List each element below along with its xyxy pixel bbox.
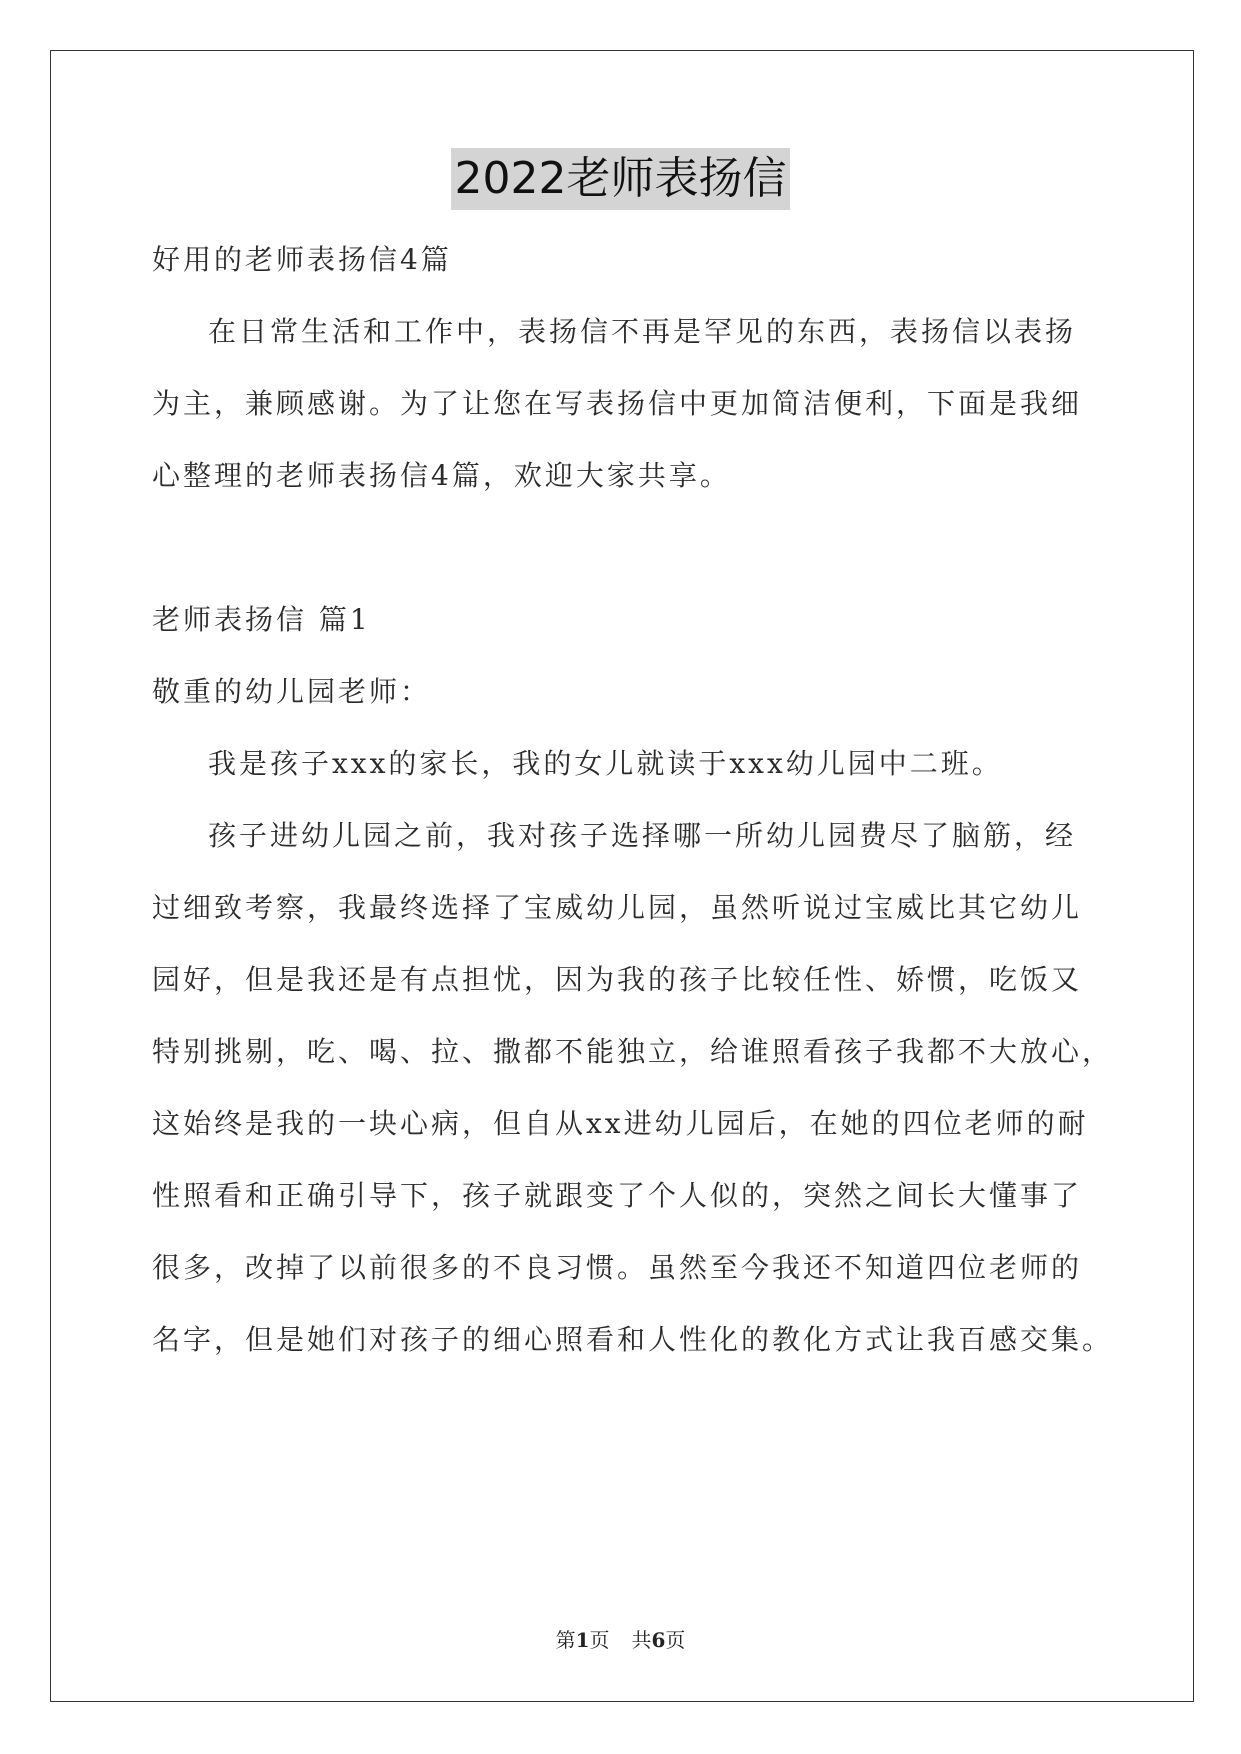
page-current: 1 [575, 1628, 590, 1652]
document-title: 2022老师表扬信 [451, 148, 791, 210]
para2-line-3: 园好，但是我还是有点担忧，因为我的孩子比较任性、娇惯，吃饭又 [152, 963, 1083, 996]
total-prefix: 共 [631, 1628, 652, 1652]
page-suffix: 页 [589, 1628, 610, 1652]
para2-line-5: 这始终是我的一块心病，但自从xx进幼儿园后，在她的四位老师的耐 [152, 1107, 1089, 1140]
para2-line-4: 特别挑剔，吃、喝、拉、撒都不能独立，给谁照看孩子我都不大放心， [152, 1035, 1114, 1068]
intro-line-3: 心整理的老师表扬信4篇，欢迎大家共享。 [152, 459, 731, 492]
para2-line-2: 过细致考察，我最终选择了宝威幼儿园，虽然听说过宝威比其它幼儿 [152, 891, 1083, 924]
intro-line-1: 在日常生活和工作中，表扬信不再是罕见的东西，表扬信以表扬 [208, 315, 1077, 348]
para1-line-1: 我是孩子xxx的家长，我的女儿就读于xxx幼儿园中二班。 [208, 747, 1003, 780]
document-subtitle: 好用的老师表扬信4篇 [152, 243, 452, 276]
title-wrapper [0, 148, 1241, 210]
para2-line-7: 很多，改掉了以前很多的不良习惯。虽然至今我还不知道四位老师的 [152, 1251, 1083, 1284]
page-footer [0, 1627, 1241, 1653]
para2-line-1: 孩子进幼儿园之前，我对孩子选择哪一所幼儿园费尽了脑筋，经 [208, 819, 1077, 852]
page-total: 6 [651, 1628, 666, 1652]
para2-line-6: 性照看和正确引导下，孩子就跟变了个人似的，突然之间长大懂事了 [152, 1179, 1083, 1212]
intro-line-2: 为主，兼顾感谢。为了让您在写表扬信中更加简洁便利，下面是我细 [152, 387, 1083, 420]
total-suffix: 页 [665, 1628, 686, 1652]
section-heading: 老师表扬信 篇1 [152, 603, 371, 636]
page-border [50, 50, 1194, 1702]
para2-line-8: 名字，但是她们对孩子的细心照看和人性化的教化方式让我百感交集。 [152, 1323, 1114, 1356]
page-prefix: 第 [555, 1628, 576, 1652]
salutation: 敬重的幼儿园老师： [152, 675, 432, 708]
